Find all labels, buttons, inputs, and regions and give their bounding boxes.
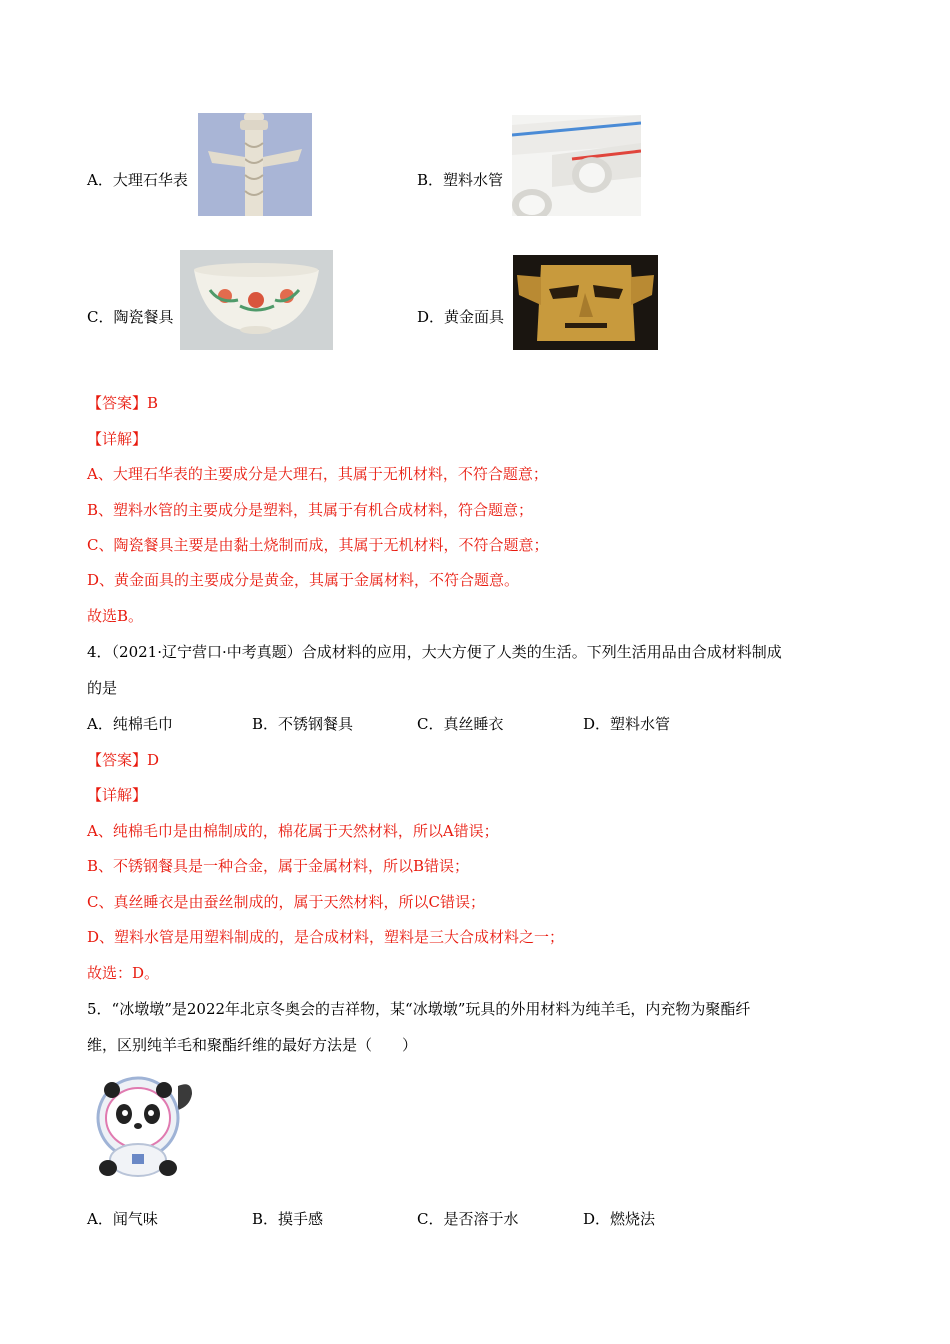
option-text: 大理石华表 [112,171,188,189]
option-letter: B． [417,171,444,189]
q4-option-d[interactable] [583,713,670,734]
q3-option-b[interactable] [417,169,503,190]
marble-column-image [198,113,312,216]
option-text: 闻气味 [112,1210,158,1228]
q3-detail-line: A、大理石华表的主要成分是大理石，其属于无机材料，不符合题意； [87,465,548,483]
option-letter: A． [87,171,113,189]
option-letter: D． [583,715,611,733]
q4-detail-line: C、真丝睡衣是由蚕丝制成的，属于天然材料，所以C错误； [87,893,485,911]
q3-option-a[interactable] [87,169,188,190]
q4-stem-line1: 4．（2021·辽宁营口·中考真题）合成材料的应用，大大方便了人类的生活。下列生活用品由合成材料制成 [87,643,782,661]
option-letter: C． [417,1210,444,1228]
q3-option-d[interactable] [417,306,504,327]
q5-stem-line1: 5．“冰墩墩”是2022年北京冬奥会的吉祥物，某“冰墩墩”玩具的外用材料为纯羊毛，内充物为聚酯纤 [87,1000,751,1018]
q4-stem-line2: 的是 [87,679,118,697]
q4-option-c[interactable] [417,713,504,734]
option-text: 是否溶于水 [443,1210,519,1228]
option-text: 纯棉毛巾 [112,715,173,733]
q5-stem-line2: 维，区别纯羊毛和聚酯纤维的最好方法是（ ） [87,1036,418,1054]
q4-detail-line: D、塑料水管是用塑料制成的，是合成材料，塑料是三大合成材料之一； [87,928,565,946]
option-text: 真丝睡衣 [443,715,504,733]
q3-answer: 【答案】B [87,394,159,412]
q3-detail-line: D、黄金面具的主要成分是黄金，其属于金属材料，不符合题意。 [87,571,520,589]
q3-detail-line: C、陶瓷餐具主要是由黏土烧制而成，其属于无机材料，不符合题意； [87,536,549,554]
q5-option-d[interactable] [583,1208,655,1229]
q4-detail-label: 【详解】 [87,786,148,804]
q4-detail-line: B、不锈钢餐具是一种合金，属于金属材料，所以B错误； [87,857,470,875]
q4-detail-line: A、纯棉毛巾是由棉制成的，棉花属于天然材料，所以A错误； [87,822,499,840]
q3-detail-label: 【详解】 [87,430,148,448]
option-letter: B． [252,1210,279,1228]
option-letter: A． [87,715,113,733]
option-text: 塑料水管 [443,171,504,189]
option-letter: B． [252,715,279,733]
option-text: 摸手感 [278,1210,324,1228]
option-text: 黄金面具 [444,308,505,326]
q3-conclusion: 故选B。 [87,607,144,625]
q5-option-a[interactable] [87,1208,158,1229]
option-letter: C． [87,308,114,326]
option-letter: C． [417,715,444,733]
q4-option-a[interactable] [87,713,173,734]
q4-option-b[interactable] [252,713,353,734]
option-text: 不锈钢餐具 [278,715,354,733]
gold-mask-image [513,255,658,350]
bing-dwen-dwen-image [86,1068,198,1180]
option-letter: A． [87,1210,113,1228]
q3-detail-line: B、塑料水管的主要成分是塑料，其属于有机合成材料，符合题意； [87,501,534,519]
q4-conclusion: 故选：D。 [87,964,160,982]
option-letter: D． [583,1210,611,1228]
plastic-pipe-image [512,115,641,216]
q5-option-b[interactable] [252,1208,323,1229]
option-text: 燃烧法 [610,1210,656,1228]
option-text: 陶瓷餐具 [113,308,174,326]
ceramic-bowl-image [180,250,333,350]
option-letter: D． [417,308,445,326]
q4-answer: 【答案】D [87,751,160,769]
option-text: 塑料水管 [610,715,671,733]
q5-option-c[interactable] [417,1208,519,1229]
q3-option-c[interactable] [87,306,174,327]
